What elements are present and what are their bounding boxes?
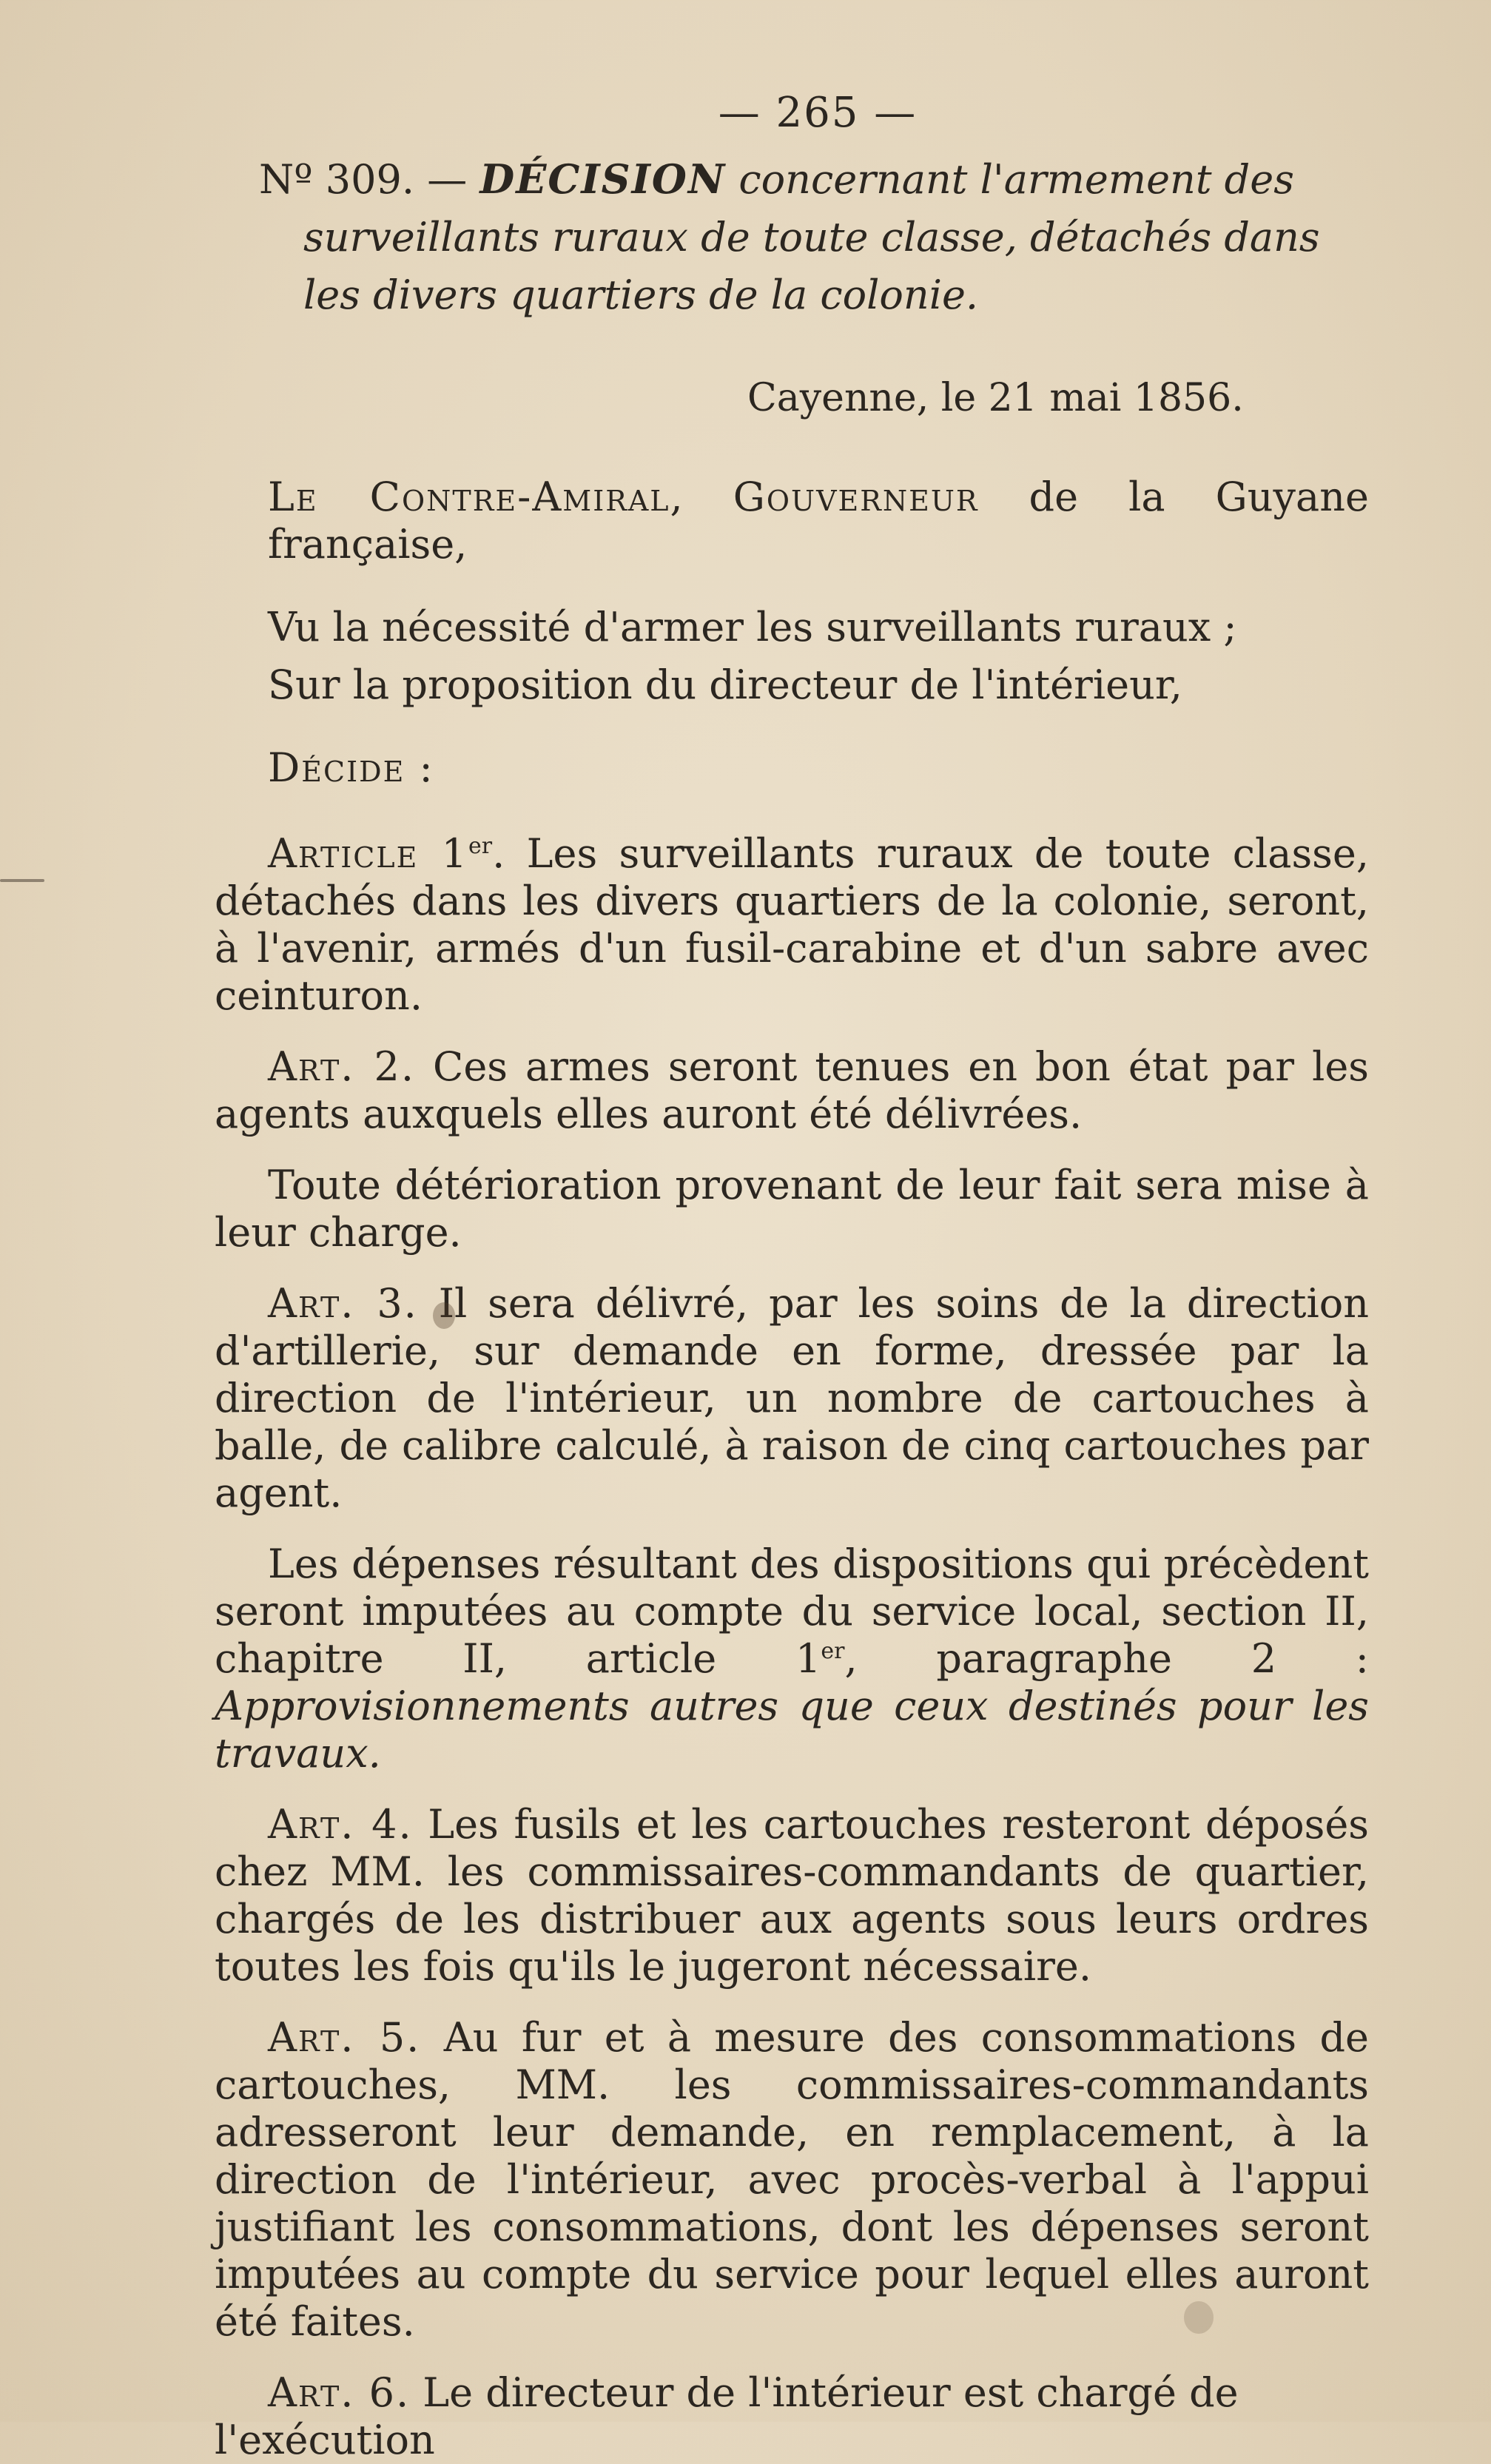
decision-heading (259, 150, 1369, 324)
article-5-label: Art. 5. (268, 2014, 421, 2061)
article-6 (215, 2369, 1369, 2464)
authority-title: Gouverneur (733, 474, 979, 520)
article-3-label: Art. 3. (268, 1280, 418, 1327)
article-6-label: Art. 6. (268, 2369, 411, 2416)
article-1 (215, 830, 1369, 1020)
article-1-sup: er (468, 833, 493, 859)
article-2-label: Art. 2. (268, 1043, 415, 1090)
article-4 (215, 1801, 1369, 1990)
margin-mark (0, 879, 44, 882)
article-3-text: Il sera délivré, par les soins de la direction d'artillerie, sur demande en forme, dressée par la direction de l'intérieur, un nombre de cartouches à balle, de calibre calculé, à raison de cinq cartouches par agent. (215, 1280, 1369, 1516)
authority-separator: , (670, 474, 733, 520)
heading-keyword: DÉCISION (479, 155, 727, 203)
page-number: — 265 — (718, 89, 918, 137)
decide-label: Décide : (268, 744, 434, 791)
article-3-paragraph-text-a: Les dépenses résultant des dispositions qui précèdent seront imputées au compte du service local, section II, chapitre II, article 1 (215, 1541, 1369, 1682)
paper-stain-mark (1184, 2301, 1214, 2334)
article-5-text: Au fur et à mesure des consommations de cartouches, MM. les commissaires-commandants adresseront leur demande, en remplacement, à la direction de l'intérieur, avec procès-verbal à l'appui justifiant les consommations, dont les dépenses seront imputées au compte du service pour lequel elles auront été faites. (215, 2014, 1369, 2345)
article-6-text: Le directeur de l'intérieur est chargé de l'exécution (215, 2369, 1239, 2463)
article-3-paragraph (215, 1541, 1369, 1777)
heading-number: Nº 309. — (259, 156, 480, 203)
article-3-paragraph-sup: er (821, 1638, 845, 1664)
article-1-label: Article 1 (268, 830, 469, 877)
considerant-2: Sur la proposition du directeur de l'intérieur, (268, 662, 1182, 708)
article-4-label: Art. 4. (268, 1801, 413, 1848)
article-2-text: Ces armes seront tenues en bon état par les agents auxquels elles auront été délivrées. (215, 1043, 1370, 1137)
dateline: Cayenne, le 21 mai 1856. (747, 376, 1244, 420)
ink-blot-mark (433, 1302, 455, 1329)
heading-subject: concernant l'armement des surveillants ruraux de toute classe, détachés dans les divers quartiers de la colonie. (303, 156, 1320, 318)
article-5 (215, 2014, 1369, 2346)
authority-rest: de la Guyane française, (268, 474, 1369, 568)
authority-rank: Le Contre-Amiral (268, 474, 670, 520)
article-4-text: Les fusils et les cartouches resteront déposés chez MM. les commissaires-commandants de quartier, chargés de les distribuer aux agents sous leurs ordres toutes les fois qu'ils le jugeront nécessaire. (215, 1801, 1369, 1990)
article-2-paragraph-text: Toute détérioration provenant de leur fait sera mise à leur charge. (215, 1162, 1369, 1256)
considerant-1: Vu la nécessité d'armer les surveillants ruraux ; (268, 604, 1237, 650)
article-3-paragraph-italic: Approvisionnements autres que ceux destinés pour les travaux. (215, 1683, 1369, 1777)
article-3-paragraph-text-b: , paragraphe 2 : (844, 1635, 1369, 1682)
document-page (215, 89, 1370, 2463)
article-1-text: . Les surveillants ruraux de toute classe, détachés dans les divers quartiers de la colonie, seront, à l'avenir, armés d'un fusil-carabine et d'un sabre avec ceinturon. (215, 830, 1369, 1019)
article-2 (215, 1043, 1369, 1138)
article-3 (215, 1280, 1369, 1517)
preamble-authority (268, 474, 1369, 568)
article-2-paragraph (215, 1162, 1369, 1256)
